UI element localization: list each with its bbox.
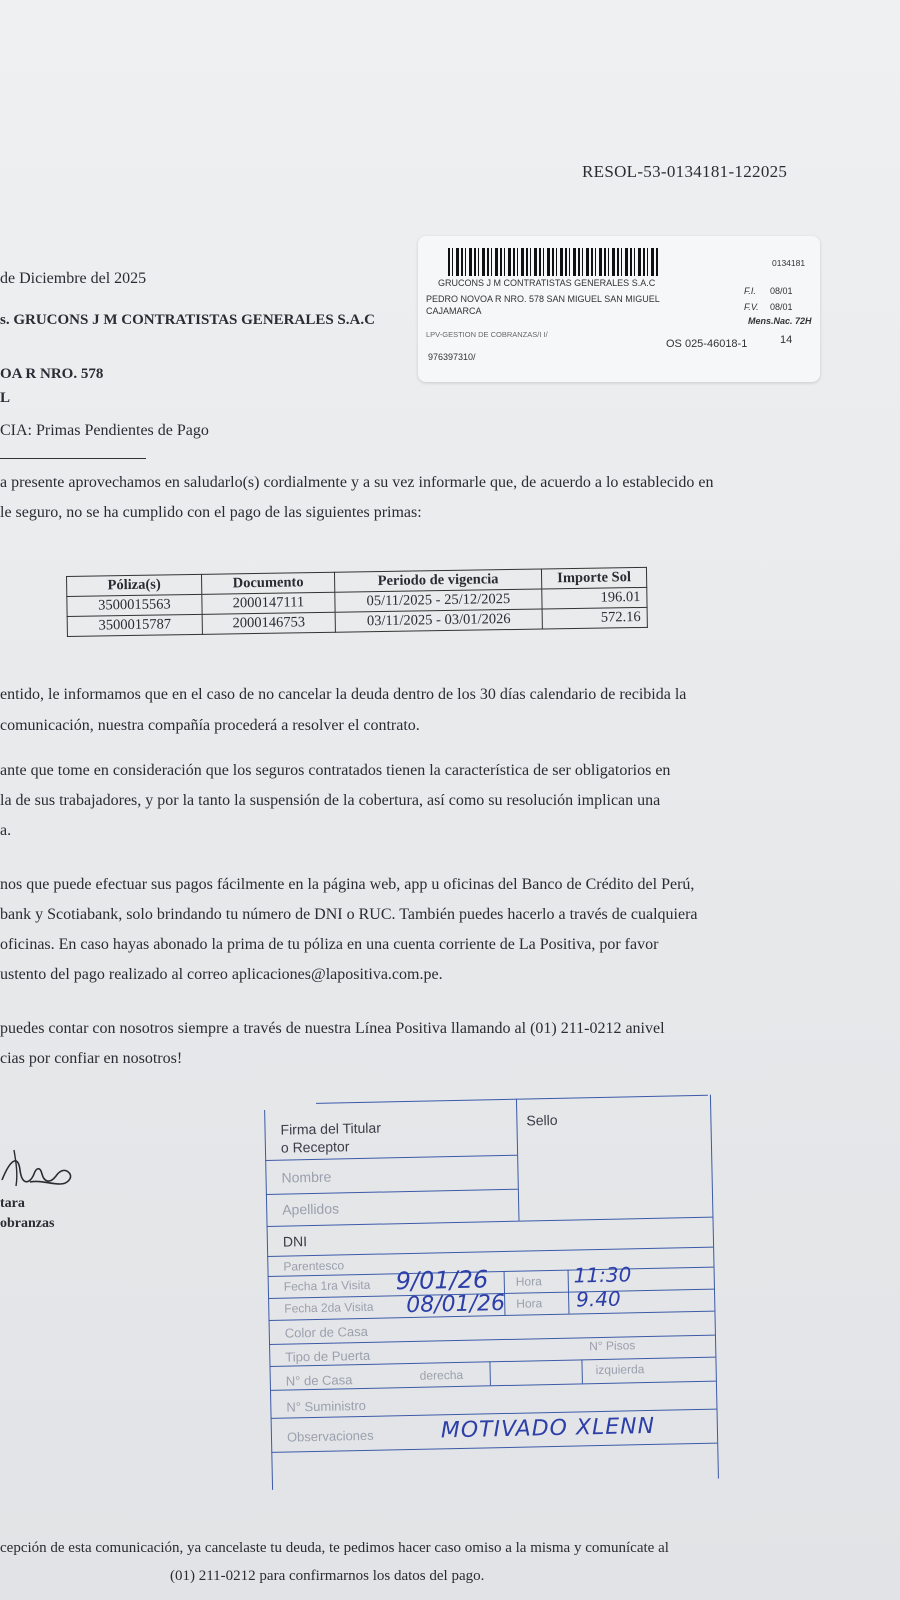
handwritten-signature [0, 1140, 80, 1200]
form-label-firma-1: Firma del Titular [280, 1119, 382, 1138]
paragraph-1-line-1: entido, le informamos que en el caso de no cancelar la deuda dentro de los 30 días calendario de recibida la [0, 686, 687, 703]
reference-number: RESOL-53-0134181-122025 [582, 162, 788, 181]
form-label-nombre: Nombre [281, 1168, 332, 1186]
form-label-dni: DNI [282, 1233, 308, 1250]
intro-line-1: a presente aprovechamos en saludarlo(s) cordialmente y a su vez informarle que, de acuerdo a lo establecido en [0, 474, 714, 491]
label-phone: 976397310/ [428, 352, 476, 362]
subject-line: CIA: Primas Pendientes de Pago [0, 422, 209, 439]
paragraph-3-line-1: nos que puede efectuar sus pagos fácilmente en la página web, app u oficinas del Banco de Crédito del Perú, [0, 876, 695, 893]
paragraph-2-line-3: a. [0, 822, 12, 839]
cell-importe: 196.01 [542, 587, 647, 609]
form-border-right [710, 1095, 719, 1479]
paragraph-1-line-2: comunicación, nuestra compañía procederá a resolver el contrato. [0, 717, 420, 734]
handwritten-hora-1: 11:30 [573, 1262, 632, 1288]
form-label-n-pisos: N° Pisos [588, 1338, 636, 1354]
form-label-color-casa: Color de Casa [284, 1323, 369, 1341]
form-rule [266, 1189, 518, 1195]
col-header-documento: Documento [201, 572, 334, 594]
paragraph-4-line-1: puedes contar con nosotros siempre a través de nuestra Línea Positiva llamando al (01) 211-0212 anivel [0, 1020, 665, 1037]
paragraph-4-line-2: cias por confiar en nosotros! [0, 1050, 183, 1067]
cell-importe: 572.16 [542, 607, 647, 629]
col-header-periodo: Periodo de vigencia [334, 569, 541, 592]
handwritten-hora-2: 9.40 [575, 1286, 621, 1312]
form-label-tipo-puerta: Tipo de Puerta [285, 1347, 371, 1365]
handwritten-observaciones: MOTIVADO XLENN [440, 1413, 656, 1444]
cell-documento: 2000147111 [202, 592, 335, 614]
paragraph-2-line-1: ante que tome en consideración que los seguros contratados tienen la característica de ser obligatorios en [0, 762, 671, 779]
shipping-label [418, 236, 820, 382]
label-barcode-number: 0134181 [772, 258, 806, 268]
recipient-name: s. GRUCONS J M CONTRATISTAS GENERALES S.A.C [0, 312, 375, 328]
paragraph-2-line-2: la de sus trabajadores, y por la tanto la suspensión de la cobertura, así como su resolución implican una [0, 792, 661, 809]
label-company: GRUCONS J M CONTRATISTAS GENERALES S.A.C [438, 278, 656, 288]
label-address: PEDRO NOVOA R NRO. 578 SAN MIGUEL SAN MIGUEL [426, 294, 660, 304]
handwritten-fecha-2: 08/01/26 [405, 1290, 506, 1319]
handwritten-fecha-1: 9/01/26 [395, 1265, 489, 1296]
form-label-parentesco: Parentesco [283, 1258, 345, 1274]
cell-poliza: 3500015563 [67, 594, 202, 616]
form-border-left [264, 1110, 273, 1490]
form-divider-sello [516, 1099, 520, 1221]
form-rule [489, 1361, 491, 1385]
label-fv-label: F.V. [744, 302, 759, 312]
col-header-importe: Importe Sol [541, 567, 646, 589]
recipient-city: L [0, 390, 11, 406]
recipient-address: OA R NRO. 578 [0, 366, 104, 382]
col-header-poliza: Póliza(s) [67, 574, 202, 596]
premiums-table [66, 567, 648, 637]
label-region: CAJAMARCA [426, 306, 482, 316]
form-label-fecha-2: Fecha 2da Visita [284, 1299, 374, 1316]
signatory-title: obranzas [0, 1216, 55, 1231]
footer-line-2: (01) 211-0212 para confirmarnos los datos del pago. [170, 1568, 485, 1584]
cell-poliza: 3500015787 [67, 614, 202, 636]
label-fi-value: 08/01 [770, 286, 793, 296]
cell-periodo: 03/11/2025 - 03/01/2026 [335, 609, 542, 632]
form-label-fecha-1: Fecha 1ra Visita [283, 1277, 371, 1294]
form-rule [267, 1217, 713, 1227]
form-label-n-casa: N° de Casa [285, 1372, 353, 1389]
label-department: LPV-GESTION DE COBRANZAS/I I/ [426, 330, 548, 339]
cell-periodo: 05/11/2025 - 25/12/2025 [335, 589, 542, 612]
form-rule [267, 1247, 713, 1257]
form-label-observaciones: Observaciones [286, 1427, 374, 1445]
label-os-code: OS 025-46018-1 [666, 338, 748, 350]
form-label-firma-2: o Receptor [280, 1138, 350, 1156]
form-rule [265, 1155, 517, 1161]
form-rule [581, 1359, 583, 1383]
paragraph-3-line-3: oficinas. En caso hayas abonado la prima de tu póliza en una cuenta corriente de La Positiva, por favor [0, 936, 659, 953]
form-label-n-suministro: N° Suministro [286, 1397, 367, 1415]
footer-line-1: cepción de esta comunicación, ya cancelaste tu deuda, te pedimos hacer caso omiso a la misma y comunícate al [0, 1540, 669, 1556]
subject-underline [0, 458, 146, 459]
paragraph-3-line-2: bank y Scotiabank, solo brindando tu número de DNI o RUC. También puedes hacerlo a través de cualquiera [0, 906, 698, 923]
form-label-izquierda: izquierda [595, 1362, 645, 1378]
label-fv-value: 08/01 [770, 302, 793, 312]
form-label-hora-1: Hora [515, 1274, 542, 1289]
label-fi-label: F.I. [744, 286, 756, 296]
letter-date: de Diciembre del 2025 [0, 270, 147, 287]
label-service: Mens.Nac. 72H [748, 316, 812, 326]
barcode [448, 248, 660, 276]
form-border-bottom [271, 1443, 717, 1453]
paragraph-3-line-4: ustento del pago realizado al correo aplicaciones@lapositiva.com.pe. [0, 966, 443, 983]
signatory-name: tara [0, 1196, 25, 1211]
form-label-sello: Sello [526, 1111, 558, 1129]
form-label-apellidos: Apellidos [282, 1200, 340, 1218]
visit-form [264, 1094, 734, 1494]
form-border-top [316, 1095, 708, 1104]
intro-line-2: le seguro, no se ha cumplido con el pago de las siguientes primas: [0, 504, 422, 521]
cell-documento: 2000146753 [202, 612, 335, 634]
label-os-count: 14 [780, 334, 793, 346]
form-label-hora-2: Hora [516, 1296, 543, 1311]
form-label-derecha: derecha [419, 1367, 464, 1383]
